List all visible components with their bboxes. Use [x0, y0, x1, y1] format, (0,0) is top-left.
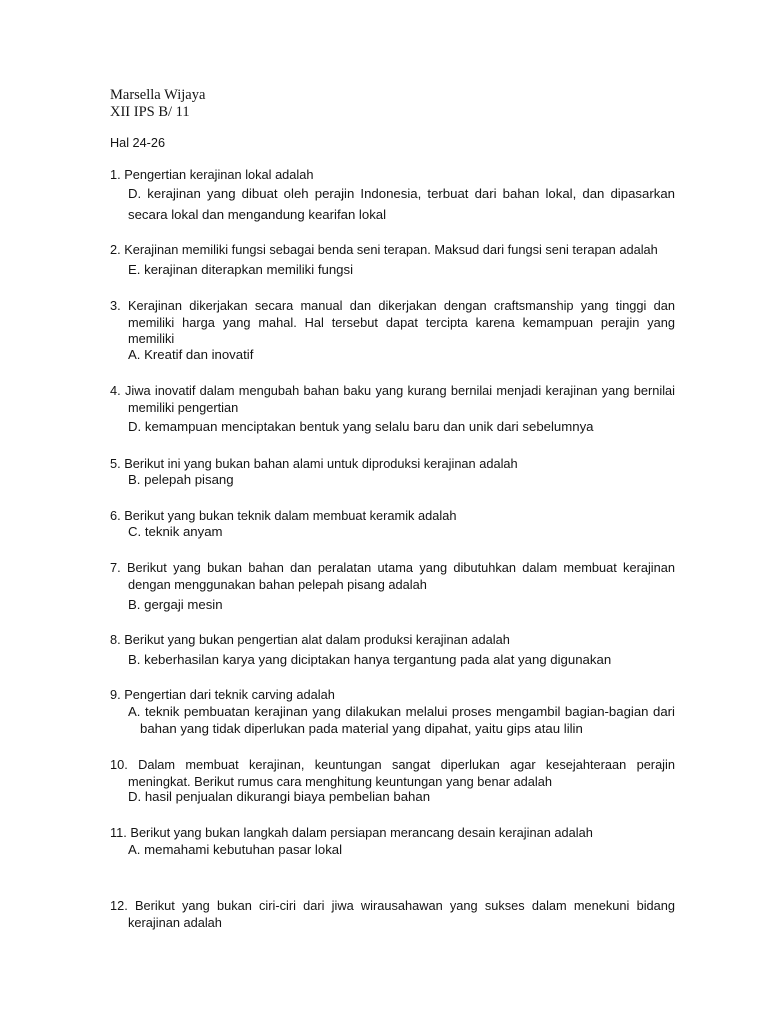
question-text: Pengertian kerajinan lokal adalah [124, 167, 314, 182]
question-number: 2. [110, 242, 121, 257]
question-10 [110, 757, 675, 790]
question-text: Kerajinan dikerjakan secara manual dan dikerjakan dengan craftsmanship yang tinggi dan memiliki harga yang mahal. Hal tersebut dapat tercipta karena kemampuan perajin yang memiliki [127, 298, 675, 346]
answer-2: E. kerajinan diterapkan memiliki fungsi [128, 262, 354, 277]
question-text: Pengertian dari teknik carving adalah [124, 687, 335, 702]
answer-3: A. Kreatif dan inovatif [128, 347, 254, 362]
answer-7: B. gergaji mesin [128, 597, 223, 612]
question-number: 6. [110, 508, 121, 523]
question-text: Berikut yang bukan pengertian alat dalam produksi kerajinan adalah [124, 632, 510, 647]
question-number: 12. [110, 898, 128, 913]
question-11 [110, 825, 675, 842]
question-12 [110, 898, 675, 931]
question-text: Berikut ini yang bukan bahan alami untuk diproduksi kerajinan adalah [124, 456, 518, 471]
answer-10: D. hasil penjualan dikurangi biaya pembelian bahan [128, 789, 431, 804]
question-number: 9. [110, 687, 121, 702]
answer-4: D. kemampuan menciptakan bentuk yang selalu baru dan unik dari sebelumnya [128, 419, 594, 434]
answer-1: D. kerajinan yang dibuat oleh perajin Indonesia, terbuat dari bahan lokal, dan dipasarkan secara lokal dan mengandung kearifan lokal [128, 186, 675, 222]
question-number: 7. [110, 560, 121, 575]
question-9 [110, 687, 675, 704]
question-3 [110, 298, 675, 348]
page-range: Hal 24-26 [110, 136, 166, 150]
question-number: 1. [110, 167, 121, 182]
question-number: 3. [110, 298, 121, 313]
question-text: Berikut yang bukan teknik dalam membuat keramik adalah [124, 508, 457, 523]
question-6 [110, 508, 675, 525]
question-text: Berikut yang bukan ciri-ciri dari jiwa wirausahawan yang sukses dalam menekuni bidang kerajinan adalah [128, 898, 676, 930]
answer-8: B. keberhasilan karya yang diciptakan hanya tergantung pada alat yang digunakan [128, 652, 612, 667]
question-number: 8. [110, 632, 121, 647]
question-number: 5. [110, 456, 121, 471]
question-text: Kerajinan memiliki fungsi sebagai benda seni terapan. Maksud dari fungsi seni terapan adalah [124, 242, 658, 257]
question-2 [110, 242, 675, 259]
question-text: Jiwa inovatif dalam mengubah bahan baku yang kurang bernilai menjadi kerajinan yang bernilai memiliki pengertian [124, 383, 675, 415]
question-text: Dalam membuat kerajinan, keuntungan sangat diperlukan agar kesejahteraan perajin meningkat. Berikut rumus cara menghitung keuntungan yang benar adalah [128, 757, 675, 789]
answer-9: A. teknik pembuatan kerajinan yang dilakukan melalui proses mengambil bagian-bagian dari bahan yang tidak diperlukan pada material yang dipahat, yaitu gips atau lilin [128, 704, 675, 736]
answer-6: C. teknik anyam [128, 524, 223, 539]
question-number: 10. [110, 757, 128, 772]
question-5 [110, 456, 675, 473]
question-text: Berikut yang bukan langkah dalam persiapan merancang desain kerajinan adalah [130, 825, 593, 840]
question-8 [110, 632, 675, 649]
student-name: Marsella Wijaya [110, 87, 206, 103]
answer-11: A. memahami kebutuhan pasar lokal [128, 842, 343, 857]
question-text: Berikut yang bukan bahan dan peralatan utama yang dibutuhkan dalam membuat kerajinan dengan menggunakan bahan pelepah pisang adalah [126, 560, 675, 592]
question-number: 11. [110, 825, 127, 840]
question-4 [110, 383, 675, 416]
student-class: XII IPS B/ 11 [110, 104, 190, 120]
answer-5: B. pelepah pisang [128, 472, 234, 487]
question-number: 4. [110, 383, 121, 398]
question-7 [110, 560, 675, 593]
question-1 [110, 167, 675, 184]
